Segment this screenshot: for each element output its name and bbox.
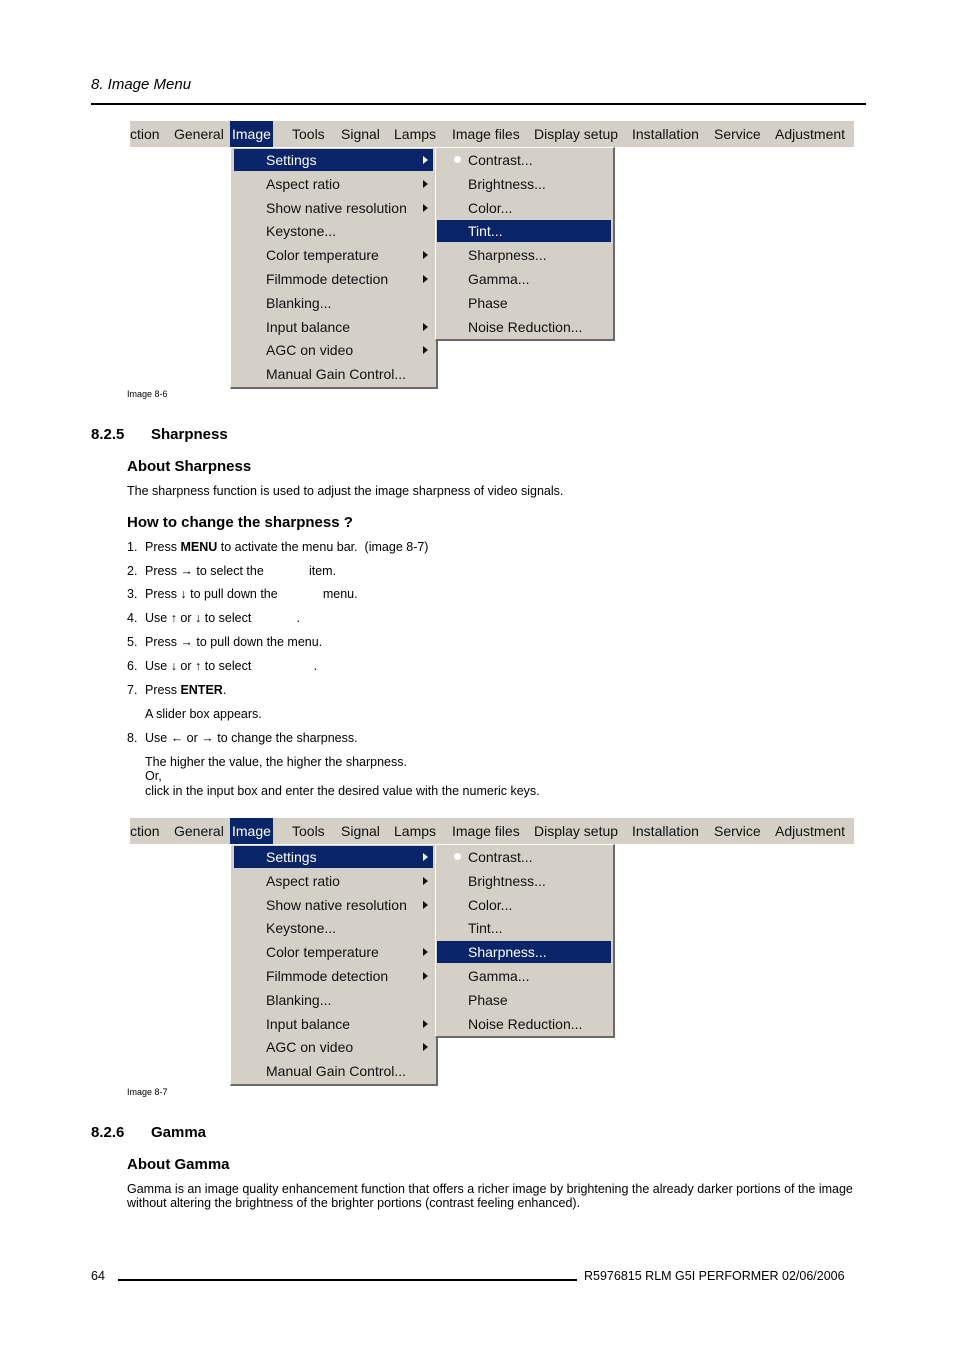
step-text xyxy=(145,587,358,601)
menu-item-label: AGC on video xyxy=(266,1039,354,1056)
radio-bullet-icon xyxy=(454,156,461,163)
settings-menu-item-brightness[interactable] xyxy=(437,173,611,195)
image-menu-item-settings[interactable] xyxy=(234,149,433,171)
menu-item-label: Color temperature xyxy=(266,247,379,264)
step-key-name: ENTER xyxy=(180,683,223,697)
image-menu-item-keystone[interactable] xyxy=(234,917,433,939)
step-number: 7. xyxy=(127,683,138,697)
submenu-arrow-icon xyxy=(423,972,428,980)
image-menu-item-aspect-ratio[interactable] xyxy=(234,870,433,892)
figure-caption-1: Image 8-6 xyxy=(127,389,168,399)
menu-bar xyxy=(130,121,854,147)
section-title: Gamma xyxy=(151,1124,207,1141)
step-item xyxy=(127,540,827,556)
step-item xyxy=(127,683,827,699)
section-number: 8.2.5 xyxy=(91,426,125,443)
image-menu-item-settings[interactable] xyxy=(234,846,433,868)
settings-submenu xyxy=(435,844,615,1038)
document-reference: R5976815 RLM G5I PERFORMER 02/06/2006 xyxy=(584,1269,845,1283)
menu-item-label: Color... xyxy=(468,199,513,216)
menu-item-label: Manual Gain Control... xyxy=(266,366,407,383)
submenu-arrow-icon xyxy=(423,180,428,188)
about-gamma-heading: About Gamma xyxy=(127,1156,230,1173)
step7-note: A slider box appears. xyxy=(145,707,262,721)
section-number: 8.2.6 xyxy=(91,1124,125,1141)
menu-item-label: Manual Gain Control... xyxy=(266,1063,407,1080)
step-text-part: Press xyxy=(145,540,181,554)
image-menu-item-input-balance[interactable] xyxy=(234,316,433,338)
menu-item-label: Aspect ratio xyxy=(266,175,340,192)
menu-item-label: Input balance xyxy=(266,1015,351,1032)
step-item xyxy=(127,731,827,747)
menu-item-label: Gamma... xyxy=(468,271,530,287)
step-text xyxy=(145,731,358,745)
menu-bar-item-signal[interactable]: Signal xyxy=(341,126,380,142)
step-text-part: Use ↑ or ↓ to select xyxy=(145,611,255,625)
submenu-arrow-icon xyxy=(423,877,428,885)
menu-bar-item-image-files[interactable]: Image files xyxy=(452,126,520,142)
menu-item-label: Tint... xyxy=(468,920,503,937)
menu-item-label: Color temperature xyxy=(266,944,379,961)
image-menu-item-keystone[interactable] xyxy=(234,220,433,242)
menu-item-label: Filmmode detection xyxy=(266,968,389,984)
submenu-arrow-icon xyxy=(423,948,428,956)
step8-note-1: The higher the value, the higher the sharpness. xyxy=(145,755,407,769)
settings-menu-item-noise-reduction[interactable] xyxy=(437,316,611,338)
step-number: 8. xyxy=(127,731,138,745)
menu-bar-item-signal[interactable]: Signal xyxy=(341,823,380,839)
step-number: 6. xyxy=(127,659,138,673)
about-sharpness-text: The sharpness function is used to adjust the image sharpness of video signals. xyxy=(127,484,564,498)
menu-bar-item-lamps[interactable]: Lamps xyxy=(394,823,437,839)
settings-menu-item-contrast[interactable] xyxy=(437,846,611,868)
radio-bullet-icon xyxy=(454,853,461,860)
image-dropdown-menu xyxy=(230,147,438,389)
image-menu-item-blanking[interactable] xyxy=(234,989,433,1011)
submenu-arrow-icon xyxy=(423,1043,428,1051)
menu-bar-item-service[interactable]: Service xyxy=(714,823,761,839)
step-item xyxy=(127,611,827,627)
header-rule xyxy=(91,103,866,105)
step-item xyxy=(127,635,827,651)
menu-bar-item-ction[interactable]: ction xyxy=(130,126,160,142)
settings-menu-item-contrast[interactable] xyxy=(437,149,611,171)
page-number: 64 xyxy=(91,1269,105,1283)
step-key-name: MENU xyxy=(180,540,218,554)
submenu-arrow-icon xyxy=(423,901,428,909)
menu-bar-item-service[interactable]: Service xyxy=(714,126,761,142)
step-text-part: menu. xyxy=(281,587,358,601)
step-text-part: Press → to select the xyxy=(145,564,268,578)
image-menu-item-agc-on-video[interactable] xyxy=(234,339,433,361)
step-number: 4. xyxy=(127,611,138,625)
image-menu-item-show-native-resolution[interactable] xyxy=(234,894,433,916)
step-number: 2. xyxy=(127,564,138,578)
about-sharpness-heading: About Sharpness xyxy=(127,458,252,475)
menu-bar xyxy=(130,818,854,844)
running-header: 8. Image Menu xyxy=(91,76,192,93)
menu-item-label: Show native resolution xyxy=(266,199,407,216)
step-number: 5. xyxy=(127,635,138,649)
section-heading-sharpness xyxy=(91,426,228,443)
menu-item-label: Phase xyxy=(468,294,508,311)
menu-bar-item-installation[interactable]: Installation xyxy=(632,126,699,142)
menu-item-label: Contrast... xyxy=(468,152,533,168)
menu-bar-item-lamps[interactable]: Lamps xyxy=(394,126,437,142)
menu-bar-item-display-setup[interactable]: Display setup xyxy=(534,823,619,839)
menu-item-label: Input balance xyxy=(266,318,351,335)
about-gamma-text-2: without altering the brightness of the brighter portions (contrast feeling enhanced). xyxy=(127,1196,581,1210)
step-item xyxy=(127,564,827,580)
submenu-arrow-icon xyxy=(423,346,428,354)
menu-bar-item-installation[interactable]: Installation xyxy=(632,823,699,839)
menu-bar-item-display-setup[interactable]: Display setup xyxy=(534,126,619,142)
settings-menu-item-sharpness[interactable] xyxy=(437,244,611,266)
menu-bar-item-image-files[interactable]: Image files xyxy=(452,823,520,839)
howto-sharpness-heading: How to change the sharpness ? xyxy=(127,514,353,531)
settings-submenu xyxy=(435,147,615,341)
step-number: 1. xyxy=(127,540,138,554)
menu-bar-item-adjustment[interactable]: Adjustment xyxy=(775,126,846,142)
menu-item-label: Keystone... xyxy=(266,920,337,937)
menu-bar-item-tools[interactable]: Tools xyxy=(292,126,325,142)
submenu-arrow-icon xyxy=(423,853,428,861)
image-menu-item-agc-on-video[interactable] xyxy=(234,1036,433,1058)
step-text xyxy=(145,564,336,578)
settings-menu-item-phase[interactable] xyxy=(437,292,611,314)
settings-menu-item-color[interactable] xyxy=(437,197,611,219)
section-title: Sharpness xyxy=(151,426,228,443)
image-menu-item-color-temperature[interactable] xyxy=(234,244,433,266)
image-menu-item-color-temperature[interactable] xyxy=(234,941,433,963)
menu-item-label: Aspect ratio xyxy=(266,872,340,889)
step-text-part: Use ← or → to change the sharpness. xyxy=(145,731,358,745)
step-text xyxy=(145,611,300,625)
menu-bar-item-image[interactable]: Image xyxy=(230,121,273,147)
menu-item-label: Contrast... xyxy=(468,849,533,865)
step-text-part: . xyxy=(254,611,300,625)
menu-item-label: Gamma... xyxy=(468,968,530,984)
menu-item-label: Noise Reduction... xyxy=(468,318,583,335)
menu-item-label: Blanking... xyxy=(266,294,332,311)
menu-item-label: Settings xyxy=(266,152,317,168)
step-text-part: Use ↓ or ↑ to select xyxy=(145,659,255,673)
image-menu-item-filmmode-detection[interactable] xyxy=(234,268,433,290)
menu-item-label: Settings xyxy=(266,849,317,865)
menu-item-label: Tint... xyxy=(468,223,503,240)
settings-menu-item-color[interactable] xyxy=(437,894,611,916)
menu-bar-item-image[interactable]: Image xyxy=(230,818,273,844)
step-text xyxy=(145,659,317,673)
footer-rule xyxy=(118,1279,577,1281)
step-text-part: item. xyxy=(267,564,337,578)
submenu-arrow-icon xyxy=(423,204,428,212)
settings-menu-item-gamma[interactable] xyxy=(437,965,611,987)
image-menu-item-filmmode-detection[interactable] xyxy=(234,965,433,987)
settings-menu-item-tint[interactable] xyxy=(437,917,611,939)
settings-menu-item-phase[interactable] xyxy=(437,989,611,1011)
menu-bar-item-general[interactable]: General xyxy=(174,126,224,142)
step-text-part: Press → to pull down the menu. xyxy=(145,635,323,649)
image-dropdown-menu xyxy=(230,844,438,1086)
menu-item-label: Filmmode detection xyxy=(266,271,389,287)
menu-item-label: Brightness... xyxy=(468,872,546,889)
menu-item-label: Brightness... xyxy=(468,175,546,192)
step-text xyxy=(145,683,226,697)
step-text-part: . xyxy=(254,659,318,673)
menu-item-label: Blanking... xyxy=(266,991,332,1008)
image-menu-item-input-balance[interactable] xyxy=(234,1013,433,1035)
menu-screenshot-1 xyxy=(130,121,854,393)
image-menu-item-show-native-resolution[interactable] xyxy=(234,197,433,219)
menu-bar-item-tools[interactable]: Tools xyxy=(292,823,325,839)
step-text-part: Press ↓ to pull down the xyxy=(145,587,282,601)
settings-menu-item-brightness[interactable] xyxy=(437,870,611,892)
image-menu-item-manual-gain-control[interactable] xyxy=(234,1060,433,1082)
menu-item-label: Color... xyxy=(468,896,513,913)
submenu-arrow-icon xyxy=(423,1020,428,1028)
menu-bar-item-adjustment[interactable]: Adjustment xyxy=(775,823,846,839)
settings-menu-item-tint[interactable] xyxy=(437,220,611,242)
image-menu-item-blanking[interactable] xyxy=(234,292,433,314)
step-text xyxy=(145,540,428,554)
step-item xyxy=(127,587,827,603)
step8-note-2: Or, xyxy=(145,769,162,783)
image-menu-item-manual-gain-control[interactable] xyxy=(234,363,433,385)
about-gamma-text-1: Gamma is an image quality enhancement function that offers a richer image by brightening the already darker portions of the image xyxy=(127,1182,853,1196)
menu-item-label: Keystone... xyxy=(266,223,337,240)
step-text-part: Press xyxy=(145,683,181,697)
image-menu-item-aspect-ratio[interactable] xyxy=(234,173,433,195)
menu-bar-item-ction[interactable]: ction xyxy=(130,823,160,839)
submenu-arrow-icon xyxy=(423,275,428,283)
submenu-arrow-icon xyxy=(423,251,428,259)
menu-item-label: Noise Reduction... xyxy=(468,1015,583,1032)
settings-menu-item-noise-reduction[interactable] xyxy=(437,1013,611,1035)
submenu-arrow-icon xyxy=(423,156,428,164)
step8-note-3: click in the input box and enter the desired value with the numeric keys. xyxy=(145,784,540,798)
step-number: 3. xyxy=(127,587,138,601)
step-item xyxy=(127,659,827,675)
menu-item-label: Sharpness... xyxy=(468,247,547,264)
section-heading-gamma xyxy=(91,1124,206,1141)
settings-menu-item-gamma[interactable] xyxy=(437,268,611,290)
settings-menu-item-sharpness[interactable] xyxy=(437,941,611,963)
step-text xyxy=(145,635,322,649)
menu-item-label: Show native resolution xyxy=(266,896,407,913)
step-text-part: . xyxy=(222,683,227,697)
submenu-arrow-icon xyxy=(423,323,428,331)
menu-item-label: Phase xyxy=(468,991,508,1008)
figure-caption-2: Image 8-7 xyxy=(127,1087,168,1097)
menu-bar-item-general[interactable]: General xyxy=(174,823,224,839)
step-text-part: to activate the menu bar. (image 8-7) xyxy=(217,540,429,554)
menu-item-label: AGC on video xyxy=(266,342,354,359)
menu-screenshot-2 xyxy=(130,818,854,1090)
menu-item-label: Sharpness... xyxy=(468,944,547,961)
